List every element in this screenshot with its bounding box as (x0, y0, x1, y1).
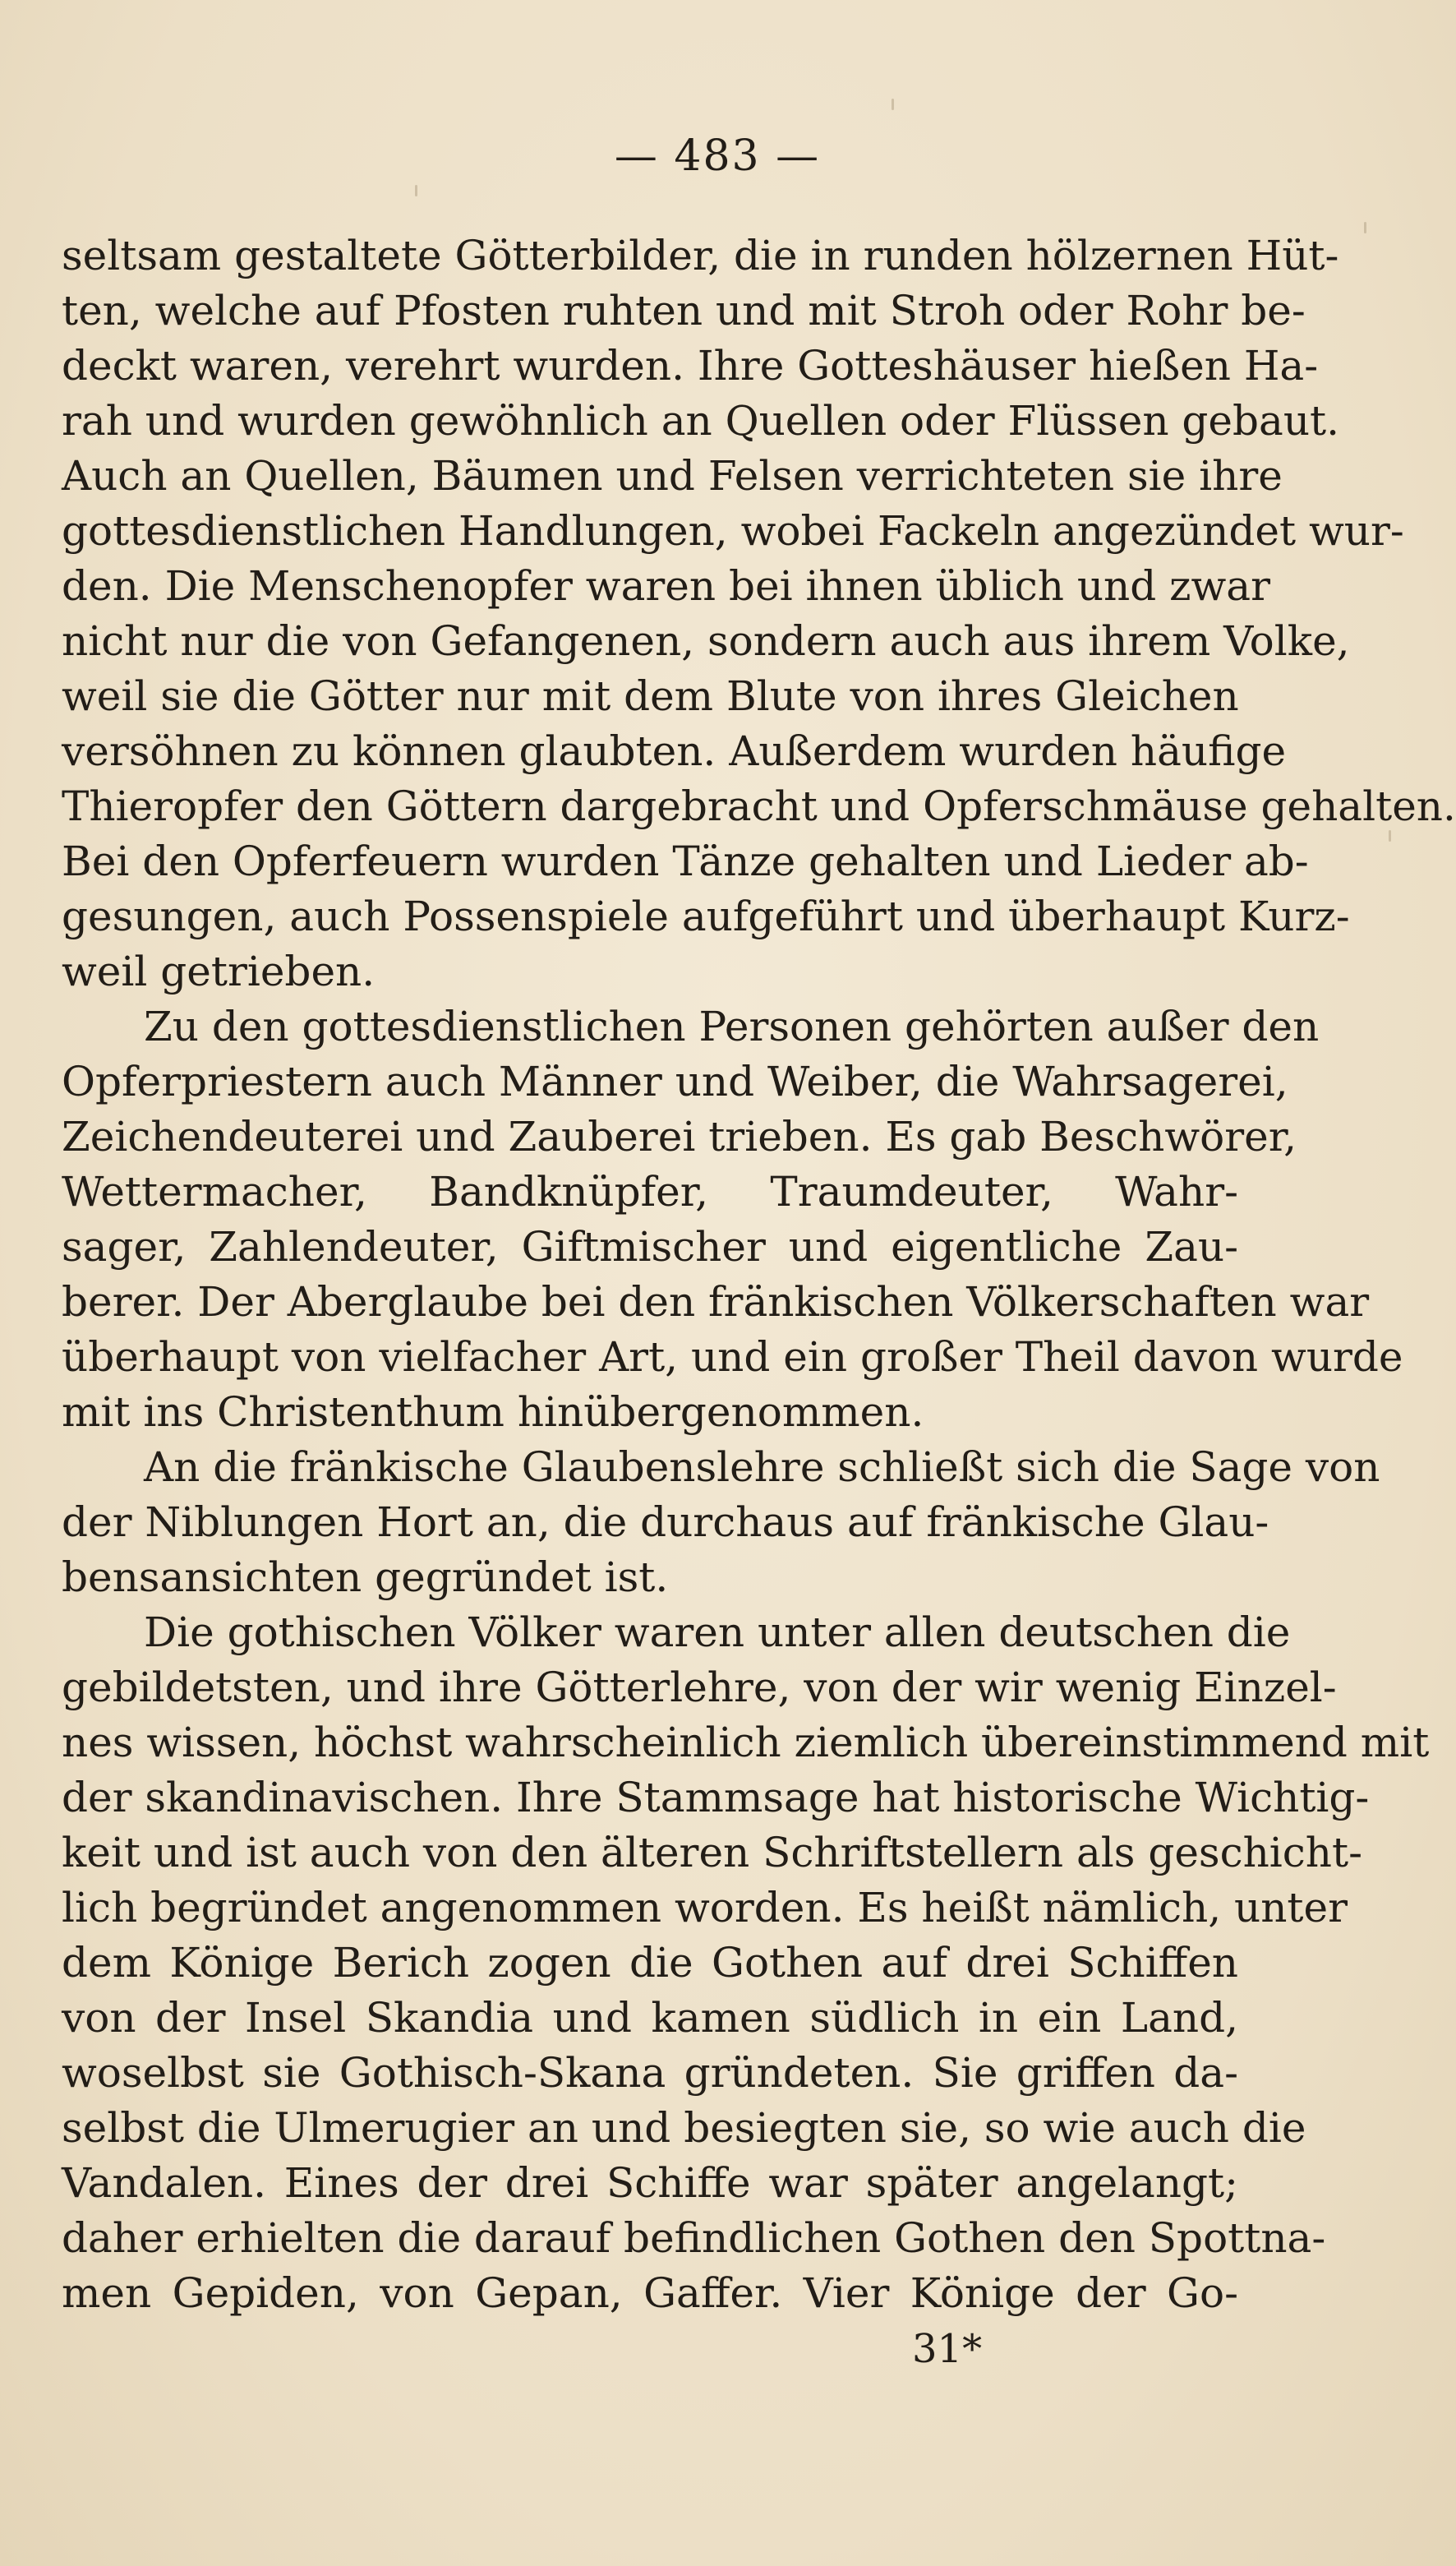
text-line: seltsam gestaltete Götterbilder, die in runden hölzernen Hüt- (62, 232, 1339, 279)
text-line: Auch an Quellen, Bäumen und Felsen verrichteten sie ihre (62, 452, 1283, 500)
text-line: woselbst sie Gothisch-Skana gründeten. Sie griffen da- (62, 2049, 1238, 2097)
text-line: versöhnen zu können glaubten. Außerdem wurden häufige (62, 727, 1287, 775)
text-line: weil getrieben. (62, 948, 376, 995)
paper-speck (892, 99, 894, 110)
body-text (62, 228, 1456, 2321)
text-line: der Niblungen Hort an, die durchaus auf fränkische Glau- (62, 1498, 1269, 1546)
text-line: ten, welche auf Pfosten ruhten und mit Stroh oder Rohr be- (62, 287, 1306, 335)
text-line: selbst die Ulmerugier an und besiegten sie, so wie auch die (62, 2104, 1306, 2152)
text-line: gebildetsten, und ihre Götterlehre, von der wir wenig Einzel- (62, 1664, 1337, 1711)
text-line: rah und wurden gewöhnlich an Quellen oder Flüssen gebaut. (62, 397, 1340, 445)
text-line: überhaupt von vielfacher Art, und ein großer Theil davon wurde (62, 1333, 1403, 1381)
text-line: mit ins Christenthum hinübergenommen. (62, 1388, 924, 1436)
paper-speck (415, 185, 417, 196)
text-line: den. Die Menschenopfer waren bei ihnen üblich und zwar (62, 562, 1270, 610)
text-line: bensansichten gegründet ist. (62, 1553, 669, 1601)
text-line: sager, Zahlendeuter, Giftmischer und eigentliche Zau- (62, 1223, 1238, 1271)
page-number: — 483 — (614, 132, 821, 181)
text-line: Vandalen. Eines der drei Schiffe war später angelangt; (62, 2159, 1238, 2207)
text-line: nes wissen, höchst wahrscheinlich ziemlich übereinstimmend mit (62, 1719, 1430, 1766)
text-line: Wettermacher, Bandknüpfer, Traumdeuter, Wahr- (62, 1168, 1238, 1216)
text-line: Zeichendeuterei und Zauberei trieben. Es gab Beschwörer, (62, 1113, 1297, 1161)
paper-speck (1364, 222, 1366, 233)
text-line: Opferpriestern auch Männer und Weiber, die Wahrsagerei, (62, 1058, 1288, 1105)
text-line: Thieropfer den Göttern dargebracht und Opferschmäuse gehalten. (62, 782, 1456, 830)
paragraph-start-line: Die gothischen Völker waren unter allen deutschen die (144, 1608, 1291, 1656)
text-line: nicht nur die von Gefangenen, sondern auch aus ihrem Volke, (62, 617, 1350, 665)
text-line: gottesdienstlichen Handlungen, wobei Fackeln angezündet wur- (62, 507, 1404, 555)
text-line: daher erhielten die darauf befindlichen Gothen den Spottna- (62, 2214, 1326, 2262)
text-line: weil sie die Götter nur mit dem Blute von ihres Gleichen (62, 672, 1239, 720)
text-line: berer. Der Aberglaube bei den fränkischen Völkerschaften war (62, 1278, 1370, 1326)
text-line: keit und ist auch von den älteren Schriftstellern als geschicht- (62, 1829, 1362, 1876)
paper-speck (1389, 830, 1391, 842)
signature-mark: 31* (912, 2326, 983, 2372)
text-line: men Gepiden, von Gepan, Gaffer. Vier Könige der Go- (62, 2269, 1238, 2317)
text-line: deckt waren, verehrt wurden. Ihre Gotteshäuser hießen Ha- (62, 342, 1319, 390)
text-line: gesungen, auch Possenspiele aufgeführt und überhaupt Kurz- (62, 893, 1350, 940)
text-line: der skandinavischen. Ihre Stammsage hat historische Wichtig- (62, 1774, 1370, 1821)
text-line: dem Könige Berich zogen die Gothen auf drei Schiffen (62, 1939, 1238, 1987)
paragraph-start-line: Zu den gottesdienstlichen Personen gehörten außer den (144, 1003, 1320, 1050)
paragraph-start-line: An die fränkische Glaubenslehre schließt sich die Sage von (144, 1443, 1380, 1491)
text-line: Bei den Opferfeuern wurden Tänze gehalten und Lieder ab- (62, 838, 1309, 885)
text-line: lich begründet angenommen worden. Es heißt nämlich, unter (62, 1884, 1348, 1931)
text-line: von der Insel Skandia und kamen südlich in ein Land, (62, 1994, 1238, 2042)
